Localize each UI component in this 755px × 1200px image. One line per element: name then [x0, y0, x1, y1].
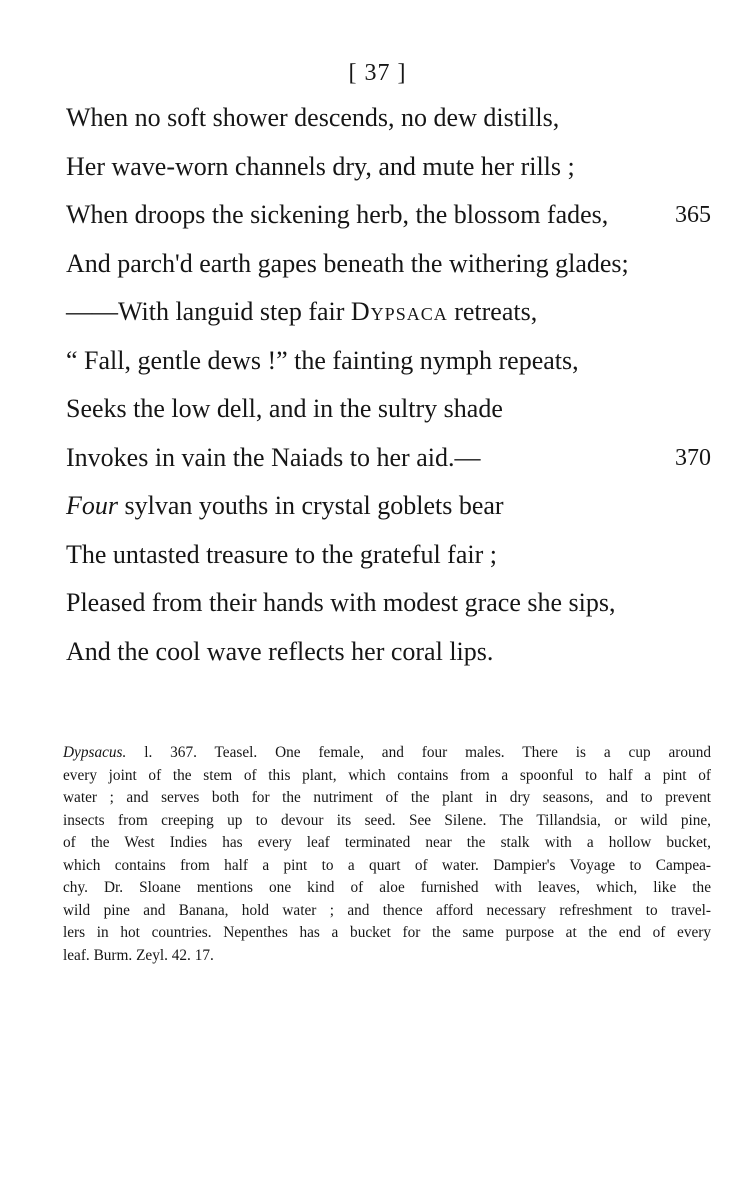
- line-number: 370: [675, 444, 711, 471]
- poem-line-text: The untasted treasure to the grateful fair ;: [66, 539, 497, 569]
- footnote: [63, 742, 711, 967]
- poem-line-text: Her wave-worn channels dry, and mute her rills ;: [66, 151, 575, 181]
- line-number: 365: [675, 202, 711, 228]
- poem-line-text: When no soft shower descends, no dew distills,: [66, 103, 560, 132]
- poem-line: [66, 100, 711, 149]
- poem-line-text: Seeks the low dell, and in the sultry shade: [66, 394, 503, 423]
- footnote-line: leaf. Burm. Zeyl. 42. 17.: [63, 946, 214, 964]
- footnote-line: every joint of the stem of this plant, which contains from a spoonful to half a pint of: [63, 766, 711, 784]
- poem-line: [66, 585, 711, 634]
- poem-line: [66, 537, 711, 586]
- poem-line-text: Pleased from their hands with modest grace she sips,: [66, 588, 616, 617]
- poem-line: [66, 440, 711, 489]
- poem: [66, 100, 711, 682]
- footnote-line-text: l. 367. Teasel. One female, and four males. There is a cup around: [126, 744, 711, 761]
- footnote-line: of the West Indies has every leaf terminated near the stalk with a hollow bucket,: [63, 834, 711, 851]
- poem-line-text: Invokes in vain the Naiads to her aid.—: [66, 442, 481, 472]
- footnote-line: chy. Dr. Sloane mentions one kind of aloe furnished with leaves, which, like the: [63, 879, 711, 896]
- footnote-line: wild pine and Banana, hold water ; and thence afford necessary refreshment to travel-: [63, 901, 711, 919]
- footnote-line: which contains from half a pint to a quart of water. Dampier's Voyage to Campea-: [63, 856, 711, 874]
- footnote-line: insects from creeping up to devour its seed. See Silene. The Tillandsia, or wild pine,: [63, 811, 711, 829]
- footnote-line: water ; and serves both for the nutriment of the plant in dry seasons, and to prevent: [63, 789, 711, 806]
- footnote-term: Dypsacus.: [63, 744, 127, 761]
- page-number: [ 37 ]: [348, 60, 407, 86]
- poem-line-text: And parch'd earth gapes beneath the withering glades;: [66, 248, 629, 278]
- poem-line: [66, 343, 711, 392]
- nymph-name: Dypsaca: [350, 297, 448, 326]
- poem-line-italic-word: Four: [66, 491, 118, 520]
- poem-line-rest: sylvan youths in crystal goblets bear: [118, 491, 504, 520]
- poem-line: [66, 246, 711, 295]
- poem-line-text: “ Fall, gentle dews !” the fainting nymph repeats,: [66, 345, 579, 375]
- footnote-line: [63, 742, 711, 765]
- poem-line-text: And the cool wave reflects her coral lips.: [66, 636, 494, 666]
- poem-line: [66, 391, 711, 440]
- poem-line: [66, 149, 711, 198]
- poem-line: [66, 634, 711, 683]
- poem-line: [66, 197, 711, 246]
- footnote-line: lers in hot countries. Nepenthes has a bucket for the same purpose at the end of every: [63, 924, 711, 941]
- poem-line: [66, 488, 711, 537]
- poem-line-prefix: ——With languid step fair: [66, 297, 351, 326]
- poem-line-text: When droops the sickening herb, the blossom fades,: [66, 200, 609, 229]
- poem-line: [66, 294, 711, 343]
- poem-line-suffix: retreats,: [447, 297, 538, 326]
